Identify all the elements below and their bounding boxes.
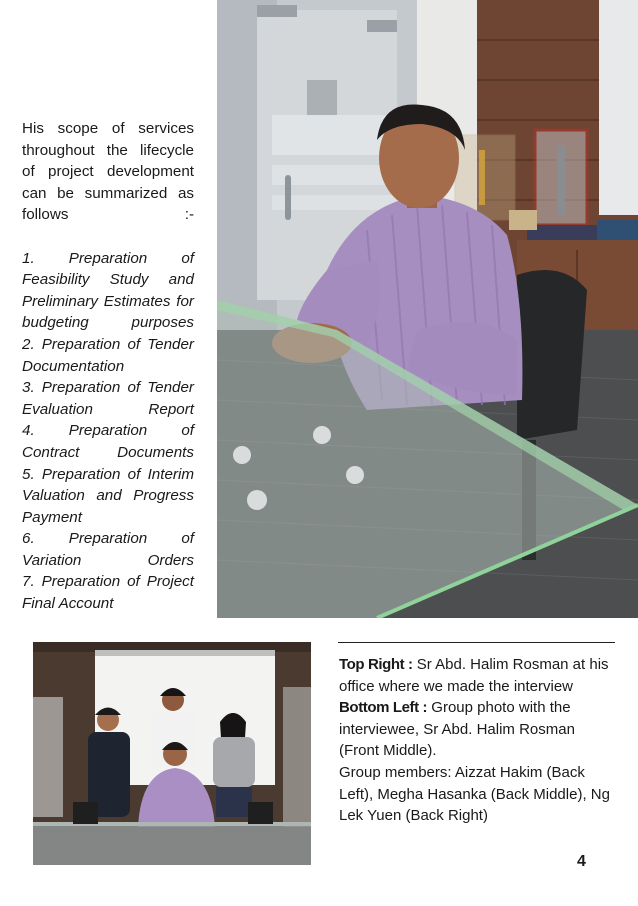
services-column (22, 118, 194, 615)
group-photo (33, 642, 311, 865)
caption-bottom-text: Group photo with the interviewee, Sr Abd. Halim Rosman (Front Middle). (339, 699, 575, 760)
caption-bottom (339, 697, 615, 762)
service-item: 1. Preparation of Feasibility Study and Preliminary Estimates for budgeting purposes (22, 249, 194, 332)
caption-top (339, 654, 615, 697)
caption-bottom-label: Bottom Left : (339, 699, 428, 717)
service-item: 4. Preparation of Contract Documents (22, 422, 194, 461)
service-item: 2. Preparation of Tender Documentation (22, 335, 194, 375)
caption-top-text: Sr Abd. Halim Rosman at his office where we made the interview (339, 656, 609, 695)
service-item: 3. Preparation of Tender Evaluation Report (22, 379, 194, 418)
office-photo (217, 0, 638, 618)
service-item: 7. Preparation of Project Final Account (22, 573, 194, 613)
service-item: 6. Preparation of Variation Orders (22, 530, 194, 569)
page-number: 4 (577, 853, 586, 870)
caption-top-label: Top Right : (339, 656, 413, 673)
intro-paragraph: His scope of services throughout the lifecycle of project development can be summarized as follows :- (22, 120, 194, 224)
caption-members: Group members: Aizzat Hakim (Back Left), Megha Hasanka (Back Middle), Ng Lek Yuen (Back Right) (339, 763, 610, 825)
photo-caption (339, 654, 615, 827)
service-item: 5. Preparation of Interim Valuation and Progress Payment (22, 465, 194, 526)
caption-divider (338, 642, 615, 643)
